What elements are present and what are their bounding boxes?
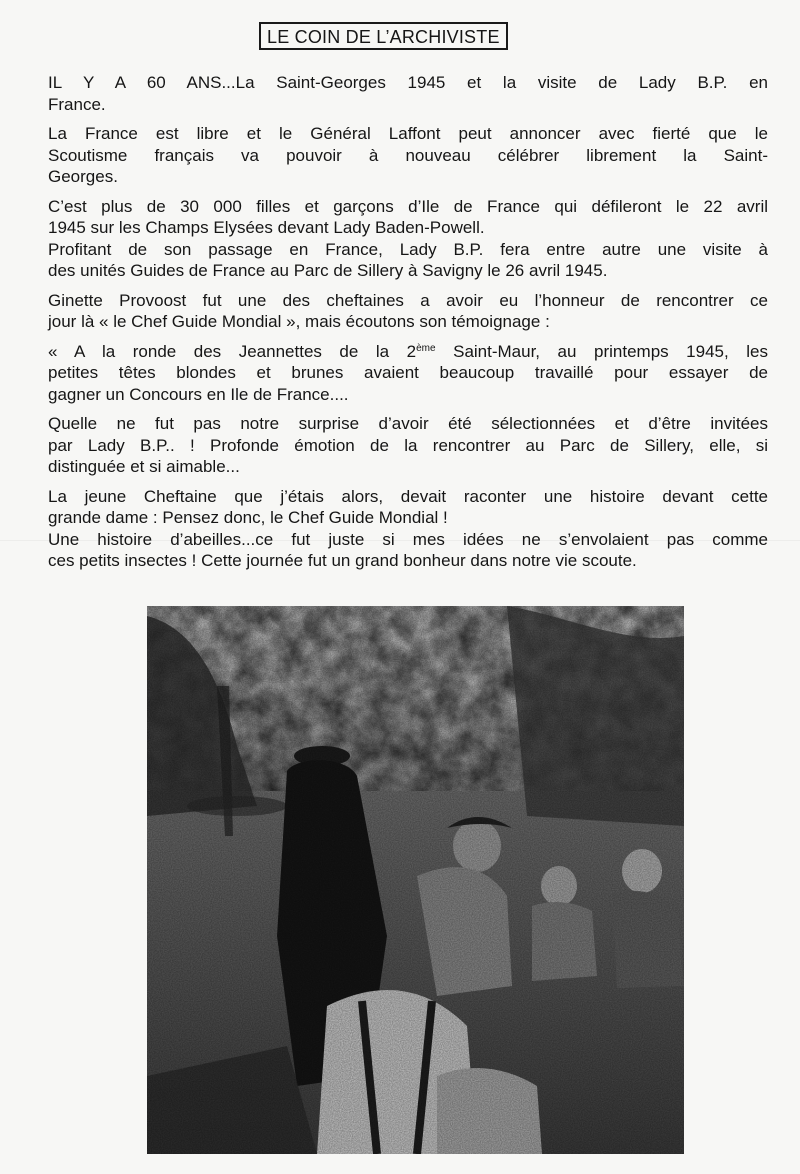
text-line: France. xyxy=(48,94,106,114)
text-line: gagner un Concours en Ile de France.... xyxy=(48,384,349,404)
superscript: ème xyxy=(416,342,436,354)
story-paragraph xyxy=(48,486,768,529)
text-line: 1945 sur les Champs Elysées devant Lady Baden-Powell. xyxy=(48,218,485,237)
text-line: Georges. xyxy=(48,167,118,186)
text-line: par Lady B.P.. ! Profonde émotion de la rencontrer au Parc de Sillery, elle, si xyxy=(48,435,768,455)
testimony-intro-paragraph xyxy=(48,290,768,333)
parade-paragraph xyxy=(48,196,768,239)
text-line: Scoutisme français va pouvoir à nouveau célébrer librement la Saint- xyxy=(48,145,768,165)
text-line: Quelle ne fut pas notre surprise d’avoir été sélectionnées et d’être invitées xyxy=(48,414,768,433)
text-line: Profitant de son passage en France, Lady B.P. fera entre autre une visite à xyxy=(48,239,768,259)
photo-grain xyxy=(147,606,684,1154)
text-line: grande dame : Pensez donc, le Chef Guide Mondial ! xyxy=(48,508,448,527)
visit-paragraph xyxy=(48,239,768,282)
text-line: ces petits insectes ! Cette journée fut un grand bonheur dans notre vie scoute. xyxy=(48,551,637,570)
text-line: Ginette Provoost fut une des cheftaines a avoir eu l’honneur de rencontrer ce xyxy=(48,290,768,310)
text-line: distinguée et si aimable... xyxy=(48,457,240,476)
bees-paragraph xyxy=(48,529,768,572)
jeannettes-paragraph xyxy=(48,341,768,406)
text-line: petites têtes blondes et brunes avaient beaucoup travaillé pour essayer de xyxy=(48,363,768,382)
text-line: La France est libre et le Général Laffont peut annoncer avec fierté que le xyxy=(48,124,768,143)
archival-photo xyxy=(147,606,684,1154)
intro-paragraph xyxy=(48,72,768,115)
text-segment: « A la ronde des Jeannettes de la 2 xyxy=(48,341,417,361)
page-title: LE COIN DE L’ARCHIVISTE xyxy=(259,22,508,50)
liberation-paragraph xyxy=(48,123,768,188)
text-line: jour là « le Chef Guide Mondial », mais écoutons son témoignage : xyxy=(48,312,550,331)
text-segment: Saint-Maur, au printemps 1945, les xyxy=(435,341,768,361)
text-line: C’est plus de 30 000 filles et garçons d’Ile de France qui défileront le 22 avril xyxy=(48,196,768,216)
text-line xyxy=(48,341,768,363)
surprise-paragraph xyxy=(48,413,768,478)
text-line: des unités Guides de France au Parc de Sillery à Savigny le 26 avril 1945. xyxy=(48,261,608,280)
text-line: La jeune Cheftaine que j’étais alors, devait raconter une histoire devant cette xyxy=(48,486,768,506)
text-line: IL Y A 60 ANS...La Saint-Georges 1945 et la visite de Lady B.P. en xyxy=(48,73,768,92)
text-line: Une histoire d’abeilles...ce fut juste si mes idées ne s’envolaient pas comme xyxy=(48,529,768,549)
article-body xyxy=(48,72,768,580)
